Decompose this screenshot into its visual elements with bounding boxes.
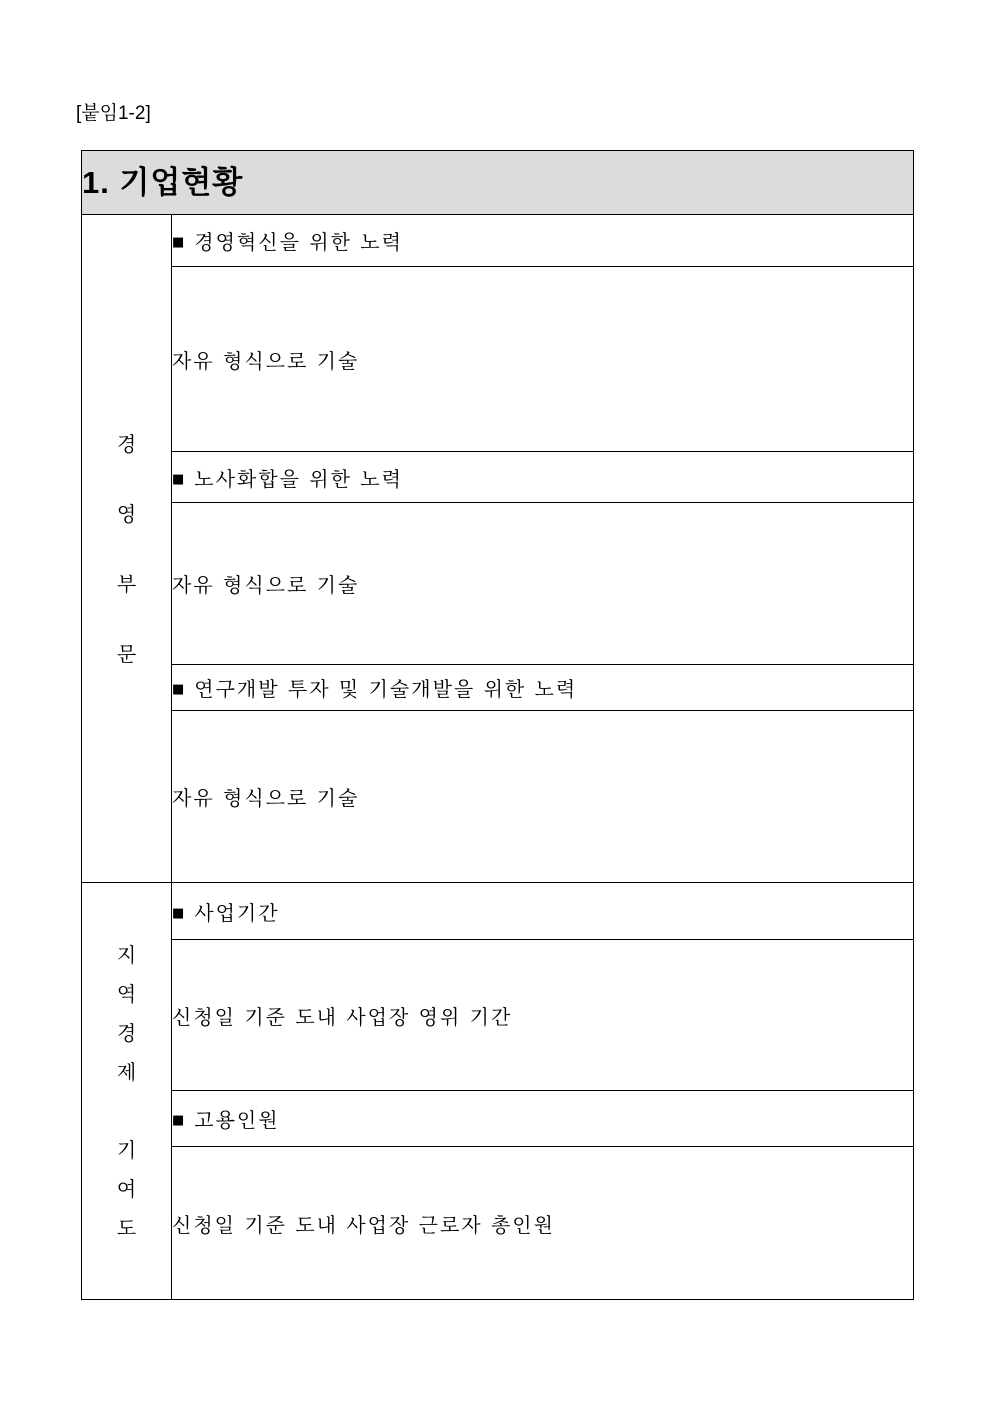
body-text-rnd: 자유 형식으로 기술 <box>172 786 360 810</box>
regional-heading-row-2 <box>82 1091 914 1147</box>
side-char: 기 <box>116 1137 137 1162</box>
side-char: 경 <box>116 431 137 456</box>
management-side-label <box>82 215 172 883</box>
side-char <box>82 1099 171 1123</box>
regional-body-row-1 <box>82 940 914 1091</box>
side-char: 여 <box>116 1176 137 1201</box>
side-char: 영 <box>116 501 137 526</box>
side-char: 도 <box>116 1215 137 1240</box>
title-row <box>82 151 914 215</box>
side-char: 제 <box>116 1059 137 1084</box>
side-char: 문 <box>116 641 137 666</box>
management-body-row-1 <box>82 267 914 452</box>
heading-rnd: 연구개발 투자 및 기술개발을 위한 노력 <box>194 677 578 701</box>
management-heading-row-2 <box>82 452 914 503</box>
regional-side-label <box>82 883 172 1300</box>
square-bullet-icon: ■ <box>172 235 185 250</box>
heading-cell <box>172 215 914 267</box>
body-text-employees: 신청일 기준 도내 사업장 근로자 총인원 <box>172 1212 555 1237</box>
side-char: 경 <box>116 1020 137 1045</box>
section-title: 1. 기업현황 <box>82 164 244 200</box>
company-status-form <box>81 150 914 1300</box>
management-body-row-3 <box>82 711 914 883</box>
heading-innovation: 경영혁신을 위한 노력 <box>194 230 403 254</box>
title-cell <box>82 151 914 215</box>
heading-cell <box>172 1091 914 1147</box>
heading-cell <box>172 665 914 711</box>
side-char: 부 <box>116 571 137 596</box>
management-heading-row-1 <box>82 215 914 267</box>
attachment-label: [붙임1-2] <box>76 103 151 124</box>
regional-body-row-2 <box>82 1147 914 1300</box>
body-cell <box>172 503 914 665</box>
square-bullet-icon: ■ <box>172 471 185 487</box>
body-text-labor-harmony: 자유 형식으로 기술 <box>172 573 360 597</box>
body-cell <box>172 940 914 1091</box>
management-body-row-2 <box>82 503 914 665</box>
body-cell <box>172 1147 914 1300</box>
body-text-business-period: 신청일 기준 도내 사업장 영위 기간 <box>172 1004 513 1029</box>
square-bullet-icon: ■ <box>172 1113 185 1128</box>
heading-business-period: 사업기간 <box>194 900 280 925</box>
heading-labor-harmony: 노사화합을 위한 노력 <box>194 466 403 491</box>
side-char: 역 <box>116 981 137 1006</box>
side-char: 지 <box>116 942 137 967</box>
management-heading-row-3 <box>82 665 914 711</box>
heading-cell <box>172 452 914 503</box>
body-cell <box>172 711 914 883</box>
square-bullet-icon: ■ <box>172 682 185 697</box>
body-text-innovation: 자유 형식으로 기술 <box>172 348 360 373</box>
regional-heading-row-1 <box>82 883 914 940</box>
square-bullet-icon: ■ <box>172 905 185 921</box>
body-cell <box>172 267 914 452</box>
heading-cell <box>172 883 914 940</box>
heading-employees: 고용인원 <box>194 1108 280 1132</box>
